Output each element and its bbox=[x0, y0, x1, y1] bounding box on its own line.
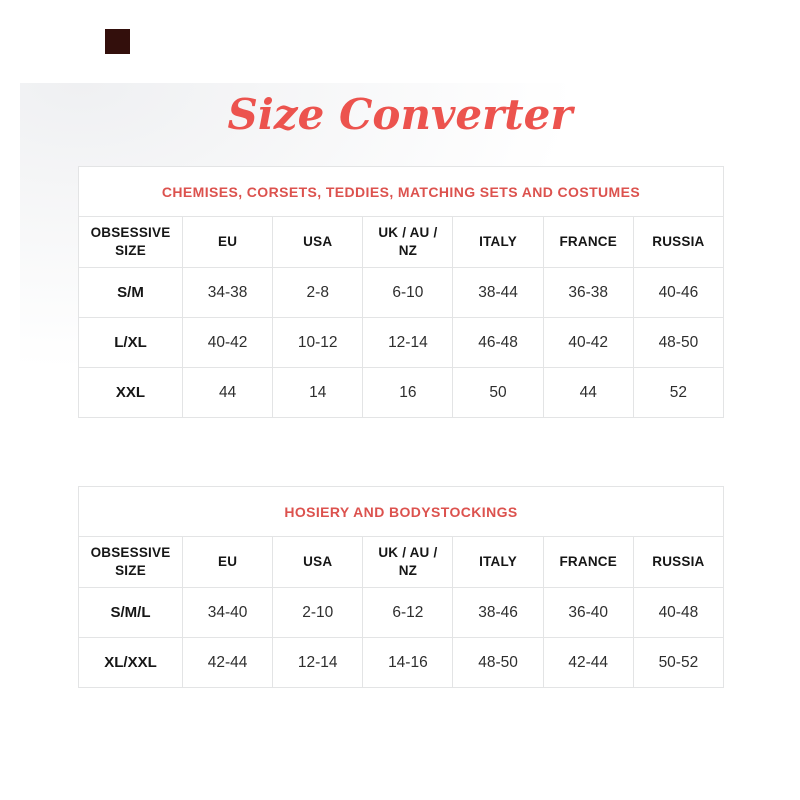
column-header: ITALY bbox=[453, 217, 543, 268]
size-cell: 6-10 bbox=[363, 268, 453, 318]
size-cell: 42-44 bbox=[543, 638, 633, 688]
size-cell: 16 bbox=[363, 368, 453, 418]
size-cell: 36-38 bbox=[543, 268, 633, 318]
size-cell: 6-12 bbox=[363, 588, 453, 638]
column-header: RUSSIA bbox=[633, 217, 723, 268]
size-cell: 34-40 bbox=[183, 588, 273, 638]
row-label: XXL bbox=[79, 368, 183, 418]
table-caption-row bbox=[79, 167, 724, 217]
size-cell: 12-14 bbox=[273, 638, 363, 688]
size-cell: 2-8 bbox=[273, 268, 363, 318]
size-cell: 52 bbox=[633, 368, 723, 418]
size-cell: 10-12 bbox=[273, 318, 363, 368]
size-cell: 40-42 bbox=[543, 318, 633, 368]
size-cell: 14-16 bbox=[363, 638, 453, 688]
size-cell: 42-44 bbox=[183, 638, 273, 688]
size-table-hosiery bbox=[78, 486, 724, 688]
table-row bbox=[79, 368, 724, 418]
size-cell: 2-10 bbox=[273, 588, 363, 638]
column-header: UK / AU / NZ bbox=[363, 217, 453, 268]
size-cell: 48-50 bbox=[633, 318, 723, 368]
column-header: FRANCE bbox=[543, 537, 633, 588]
page-title: Size Converter bbox=[227, 90, 573, 139]
column-header: USA bbox=[273, 537, 363, 588]
size-cell: 12-14 bbox=[363, 318, 453, 368]
size-cell: 14 bbox=[273, 368, 363, 418]
size-cell: 38-44 bbox=[453, 268, 543, 318]
table-row bbox=[79, 638, 724, 688]
size-cell: 50 bbox=[453, 368, 543, 418]
column-header: UK / AU / NZ bbox=[363, 537, 453, 588]
size-cell: 48-50 bbox=[453, 638, 543, 688]
size-cell: 44 bbox=[543, 368, 633, 418]
size-cell: 34-38 bbox=[183, 268, 273, 318]
size-cell: 38-46 bbox=[453, 588, 543, 638]
size-cell: 40-48 bbox=[633, 588, 723, 638]
row-label: S/M bbox=[79, 268, 183, 318]
column-header: ITALY bbox=[453, 537, 543, 588]
size-cell: 44 bbox=[183, 368, 273, 418]
column-header: USA bbox=[273, 217, 363, 268]
table-header-row bbox=[79, 217, 724, 268]
size-table-chemises bbox=[78, 166, 724, 418]
table-row bbox=[79, 318, 724, 368]
table-row bbox=[79, 588, 724, 638]
size-cell: 36-40 bbox=[543, 588, 633, 638]
size-cell: 40-46 bbox=[633, 268, 723, 318]
size-cell: 46-48 bbox=[453, 318, 543, 368]
column-header: FRANCE bbox=[543, 217, 633, 268]
column-header: OBSESSIVE SIZE bbox=[79, 217, 183, 268]
size-cell: 50-52 bbox=[633, 638, 723, 688]
table-row bbox=[79, 268, 724, 318]
column-header: OBSESSIVE SIZE bbox=[79, 537, 183, 588]
table-caption: HOSIERY AND BODYSTOCKINGS bbox=[79, 487, 724, 537]
logo-mark bbox=[105, 29, 130, 54]
column-header: RUSSIA bbox=[633, 537, 723, 588]
column-header: EU bbox=[183, 537, 273, 588]
table-caption-row bbox=[79, 487, 724, 537]
column-header: EU bbox=[183, 217, 273, 268]
row-label: XL/XXL bbox=[79, 638, 183, 688]
table-header-row bbox=[79, 537, 724, 588]
row-label: S/M/L bbox=[79, 588, 183, 638]
size-cell: 40-42 bbox=[183, 318, 273, 368]
table-caption: CHEMISES, CORSETS, TEDDIES, MATCHING SETS AND COSTUMES bbox=[79, 167, 724, 217]
row-label: L/XL bbox=[79, 318, 183, 368]
